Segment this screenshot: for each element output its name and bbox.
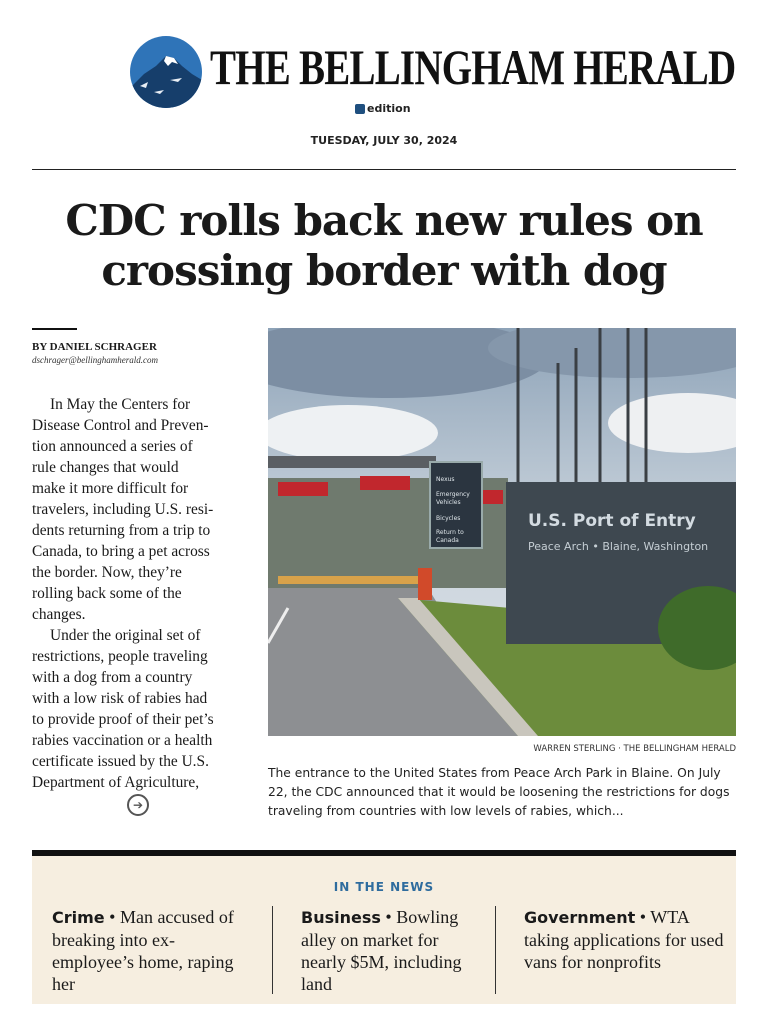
- body-line: tion announced a series of: [32, 438, 193, 455]
- news-text: WTA taking applications for used vans for nonprofits: [524, 907, 724, 972]
- photo-credit: WARREN STERLING · THE BELLINGHAM HERALD: [533, 744, 736, 754]
- edition-text: edition: [367, 102, 411, 115]
- news-item-business[interactable]: Business • Bowling alley on market for nearly $5M, including land: [301, 907, 462, 994]
- article-body: [32, 394, 252, 793]
- body-line: certificate issued by the U.S.: [32, 753, 209, 770]
- body-line: Canada, to bring a pet across: [32, 543, 210, 560]
- news-item-crime[interactable]: Crime • Man accused of breaking into ex-employee’s home, raping her: [52, 907, 234, 994]
- newspaper-title: THE BELLINGHAM HERALD: [210, 39, 736, 95]
- divider: [495, 906, 496, 994]
- svg-text:Return to: Return to: [436, 529, 464, 536]
- news-category: Government: [524, 908, 636, 927]
- body-line: rabies vaccination or a health: [32, 732, 213, 749]
- section-title: IN THE NEWS: [333, 880, 435, 894]
- news-category: Business: [301, 908, 381, 927]
- body-line: rolling back some of the: [32, 585, 182, 602]
- sign-title: U.S. Port of Entry: [528, 511, 696, 531]
- sign-subtitle: Peace Arch • Blaine, Washington: [528, 540, 709, 553]
- svg-text:Emergency: Emergency: [436, 491, 470, 498]
- photo-caption: The entrance to the United States from Peace Arch Park in Blaine. On July 22, the CDC announced that it would be loosening the restrictions for dogs traveling from countries with low levels of rabies, which...: [268, 766, 730, 818]
- headline-line: CDC rolls back new rules on: [65, 196, 703, 245]
- news-text: Bowling alley on market for nearly $5M, including land: [301, 907, 462, 994]
- svg-text:Vehicles: Vehicles: [436, 499, 461, 506]
- news-item-government[interactable]: Government • WTA taking applications for used vans for nonprofits: [524, 907, 724, 972]
- svg-text:Canada: Canada: [436, 537, 459, 544]
- body-line: with a dog from a country: [32, 669, 193, 686]
- author-email[interactable]: dschrager@bellinghamherald.com: [32, 355, 159, 365]
- body-line: In May the Centers for: [50, 396, 191, 413]
- body-line: to provide proof of their pet’s: [32, 711, 214, 728]
- body-line: rule changes that would: [32, 459, 179, 476]
- body-line: with a low risk of rabies had: [32, 690, 208, 707]
- svg-text:Nexus: Nexus: [436, 476, 455, 483]
- body-line: Department of Agriculture,: [32, 774, 200, 791]
- news-category: Crime: [52, 908, 105, 927]
- body-line: changes.: [32, 606, 86, 623]
- body-line: travelers, including U.S. resi-: [32, 501, 214, 518]
- svg-text:Bicycles: Bicycles: [436, 515, 461, 522]
- byline-rule: [32, 328, 77, 330]
- divider: [32, 169, 736, 170]
- layers-icon: [355, 104, 365, 114]
- body-line: dents returning from a trip to: [32, 522, 211, 539]
- mountain-logo: [130, 36, 202, 108]
- article-photo[interactable]: [268, 328, 736, 736]
- byline: BY DANIEL SCHRAGER: [32, 341, 157, 353]
- article-headline[interactable]: [32, 196, 736, 296]
- body-line: make it more difficult for: [32, 480, 189, 497]
- in-the-news-section: [32, 850, 736, 1004]
- edition-date: TUESDAY, JULY 30, 2024: [310, 134, 458, 147]
- arrow-right-circle-icon[interactable]: ➔: [127, 794, 149, 816]
- headline-line: crossing border with dog: [101, 246, 667, 295]
- body-line: restrictions, people traveling: [32, 648, 208, 665]
- masthead[interactable]: [130, 36, 736, 116]
- divider: [272, 906, 273, 994]
- body-line: the border. Now, they’re: [32, 564, 182, 581]
- border-crossing-image: [268, 328, 736, 736]
- news-text: Man accused of breaking into ex-employee’s home, raping her: [52, 907, 234, 994]
- body-line: Disease Control and Preven-: [32, 417, 209, 434]
- edition-label: [355, 102, 411, 115]
- body-line: Under the original set of: [50, 627, 201, 644]
